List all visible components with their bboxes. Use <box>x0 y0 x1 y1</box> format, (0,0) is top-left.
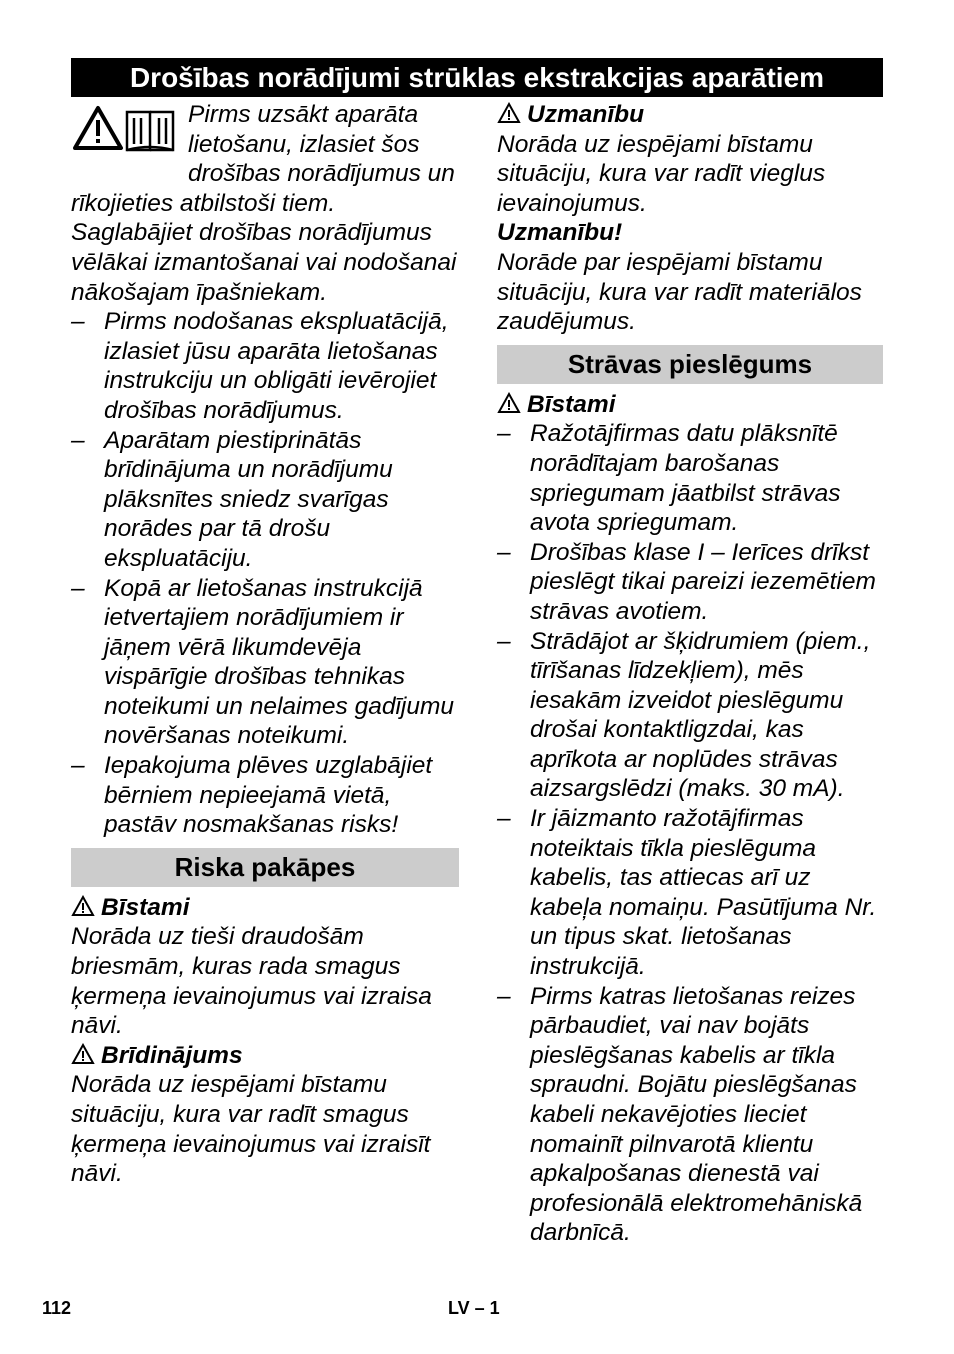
attention-text: Norāde par iespējami bīstamu situāciju, kura var radīt materiālos zaudējumus. <box>497 248 862 336</box>
intro-text: Pirms uzsākt aparāta lietošanu, izlasiet šos drošības norādījumus un rīkojieties atbilstoši tiem. Saglabājiet drošības norādījumus vēlākai izmantošanai vai nodošanai nākošajam īpašniekam. <box>71 101 457 306</box>
list-item-text: Ir jāizmanto ražotājfirmas noteiktais tīkla pieslēguma kabelis, tas attiecas arī uz kabeļa nomaiņu. Pasūtījuma Nr. un tipus skat. lietošanas instrukcijā. <box>530 805 877 981</box>
danger-heading <box>71 893 459 923</box>
warning-heading <box>71 1041 459 1071</box>
list-dash: – <box>497 538 511 566</box>
power-danger-heading <box>497 390 883 420</box>
left-column <box>71 100 459 1189</box>
warning-triangle-icon <box>497 102 521 124</box>
intro-icons <box>71 102 184 160</box>
list-item <box>497 804 883 982</box>
list-dash: – <box>71 752 85 780</box>
list-dash: – <box>497 982 511 1010</box>
page-number: 112 <box>42 1298 72 1318</box>
list-item-text: Strādājot ar šķidrumiem (piem., tīrīšanas līdzekļiem), mēs iesakām izveidot pieslēgumu drošai kontaktligzdai, kas aprīkota ar noplūdes strāvas aizsargslēdzi (maks. 30 mA). <box>530 627 871 803</box>
language-page-label: LV – 1 <box>448 1298 500 1318</box>
warning-triangle-icon <box>71 1043 95 1065</box>
list-item <box>497 419 883 537</box>
list-item <box>71 574 459 752</box>
list-item-text: Aparātam piestiprinātās brīdinājuma un norādījumu plāksnītes sniedz svarīgas norādes par tā drošu ekspluatāciju. <box>104 426 393 572</box>
danger-text: Norāda uz tieši draudošām briesmām, kuras rada smagus ķermeņa ievainojumus vai izraisa nāvi. <box>71 923 432 1040</box>
caution-label: Uzmanību <box>527 101 645 128</box>
list-dash: – <box>497 627 511 655</box>
caution-text: Norāda uz iespējami bīstamu situāciju, kura var radīt vieglus ievainojumus. <box>497 130 826 217</box>
section-heading-risk-levels: Riska pakāpes <box>71 848 459 887</box>
list-dash: – <box>71 308 85 336</box>
warning-triangle-icon <box>497 392 521 414</box>
list-item-text: Drošības klase I – Ierīces drīkst pieslēgt tikai pareizi iezemētiem strāvas avotiem. <box>530 538 876 625</box>
section-heading-power-connection: Strāvas pieslēgums <box>497 345 883 384</box>
attention-heading: Uzmanību! <box>497 219 623 247</box>
list-item-text: Ražotājfirmas datu plāksnītē norādītajam barošanas spriegumam jāatbilst strāvas avota spriegumam. <box>530 420 841 537</box>
list-dash: – <box>71 574 85 602</box>
warning-label: Brīdinājums <box>101 1041 243 1069</box>
list-dash: – <box>497 805 511 833</box>
list-item <box>71 307 459 425</box>
list-item <box>497 538 883 627</box>
list-item-text: Pirms nodošanas ekspluatācijā, izlasiet jūsu aparāta lietošanas instrukciju un obligāti ievērojiet drošības norādījumus. <box>104 308 449 424</box>
list-item <box>497 627 883 805</box>
warning-triangle-icon <box>71 895 95 917</box>
list-item <box>497 982 883 1248</box>
manual-book-icon <box>127 112 173 150</box>
list-item <box>71 751 459 840</box>
warning-triangle-icon <box>75 108 121 148</box>
danger-label: Bīstami <box>101 893 190 921</box>
list-item-text: Pirms katras lietošanas reizes pārbaudiet, vai nav bojāts pieslēgšanas kabelis ar tīkla spraudni. Bojātu pieslēgšanas kabeli nekavējoties lieciet nomainīt pilnvarotā klientu apkalpošanas dienestā vai profesionālā elektromehāniskā darbnīcā. <box>530 982 863 1247</box>
list-dash: – <box>497 420 511 448</box>
list-item <box>71 426 459 574</box>
page-title: Drošības norādījumi strūklas ekstrakcijas aparātiem <box>71 58 883 97</box>
list-dash: – <box>71 426 85 454</box>
power-danger-label: Bīstami <box>527 390 616 418</box>
right-column <box>497 100 883 1248</box>
list-item-text: Kopā ar lietošanas instrukcijā ietvertajiem norādījumiem ir jāņem vērā likumdevēja vispārīgie drošības tehnikas noteikumi un nelaimes gadījumu novēršanas noteikumi. <box>104 574 454 750</box>
warning-text: Norāda uz iespējami bīstamu situāciju, kura var radīt smagus ķermeņa ievainojumus vai izraisīt nāvi. <box>71 1071 431 1188</box>
caution-heading <box>497 100 883 130</box>
list-item-text: Iepakojuma plēves uzglabājiet bērniem nepieejamā vietā, pastāv nosmakšanas risks! <box>104 752 433 839</box>
